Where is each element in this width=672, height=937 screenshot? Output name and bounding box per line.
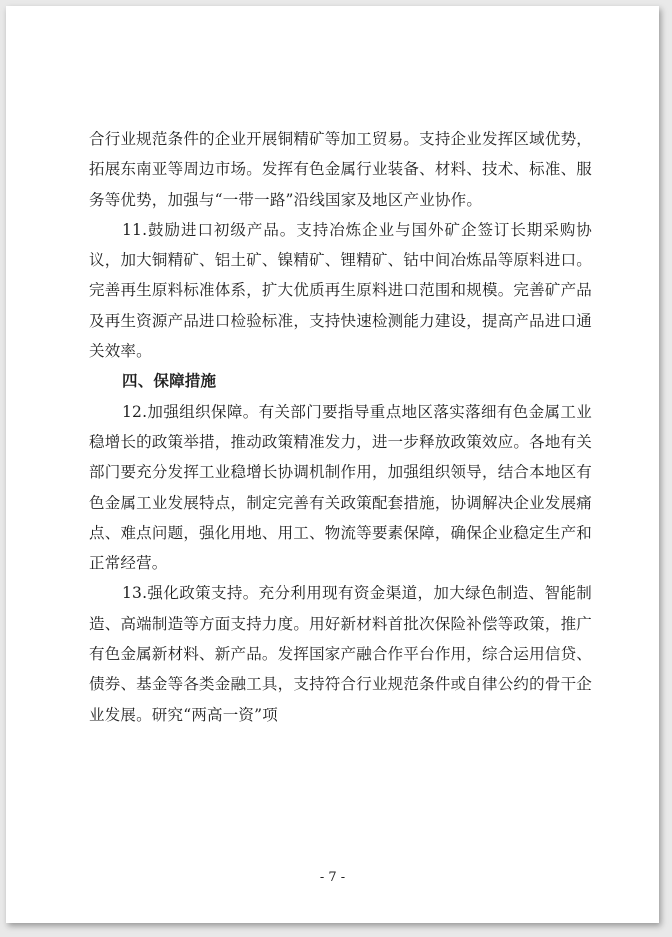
document-body	[89, 124, 592, 730]
paragraph-item-13: 13.强化政策支持。充分利用现有资金渠道，加大绿色制造、智能制造、高端制造等方面支持力度。用好新材料首批次保险补偿等政策，推广有色金属新材料、新产品。发挥国家产融合作平台作用，综合运用信贷、债券、基金等各类金融工具，支持符合行业规范条件或自律公约的骨干企业发展。研究“两高一资”项	[89, 584, 592, 724]
paragraph-item-12: 12.加强组织保障。有关部门要指导重点地区落实落细有色金属工业稳增长的政策举措，推动政策精准发力，进一步释放政策效应。各地有关部门要充分发挥工业稳增长协调机制作用，加强组织领导，结合本地区有色金属工业发展特点，制定完善有关政策配套措施，协调解决企业发展痛点、难点问题，强化用地、用工、物流等要素保障，确保企业稳定生产和正常经营。	[89, 402, 592, 573]
page-number: - 7 -	[319, 870, 346, 885]
document-page	[6, 6, 659, 923]
paragraph-continuation: 合行业规范条件的企业开展铜精矿等加工贸易。支持企业发挥区域优势，拓展东南亚等周边市场。发挥有色金属行业装备、材料、技术、标准、服务等优势，加强与“一带一路”沿线国家及地区产业协作。	[89, 130, 592, 209]
paragraph-item-11: 11.鼓励进口初级产品。支持冶炼企业与国外矿企签订长期采购协议，加大铜精矿、铝土矿、镍精矿、锂精矿、钴中间冶炼品等原料进口。完善再生原料标准体系，扩大优质再生原料进口范围和规模。完善矿产品及再生资源产品进口检验标准，支持快速检测能力建设，提高产品进口通关效率。	[89, 220, 592, 361]
section-heading: 四、保障措施	[122, 372, 217, 391]
